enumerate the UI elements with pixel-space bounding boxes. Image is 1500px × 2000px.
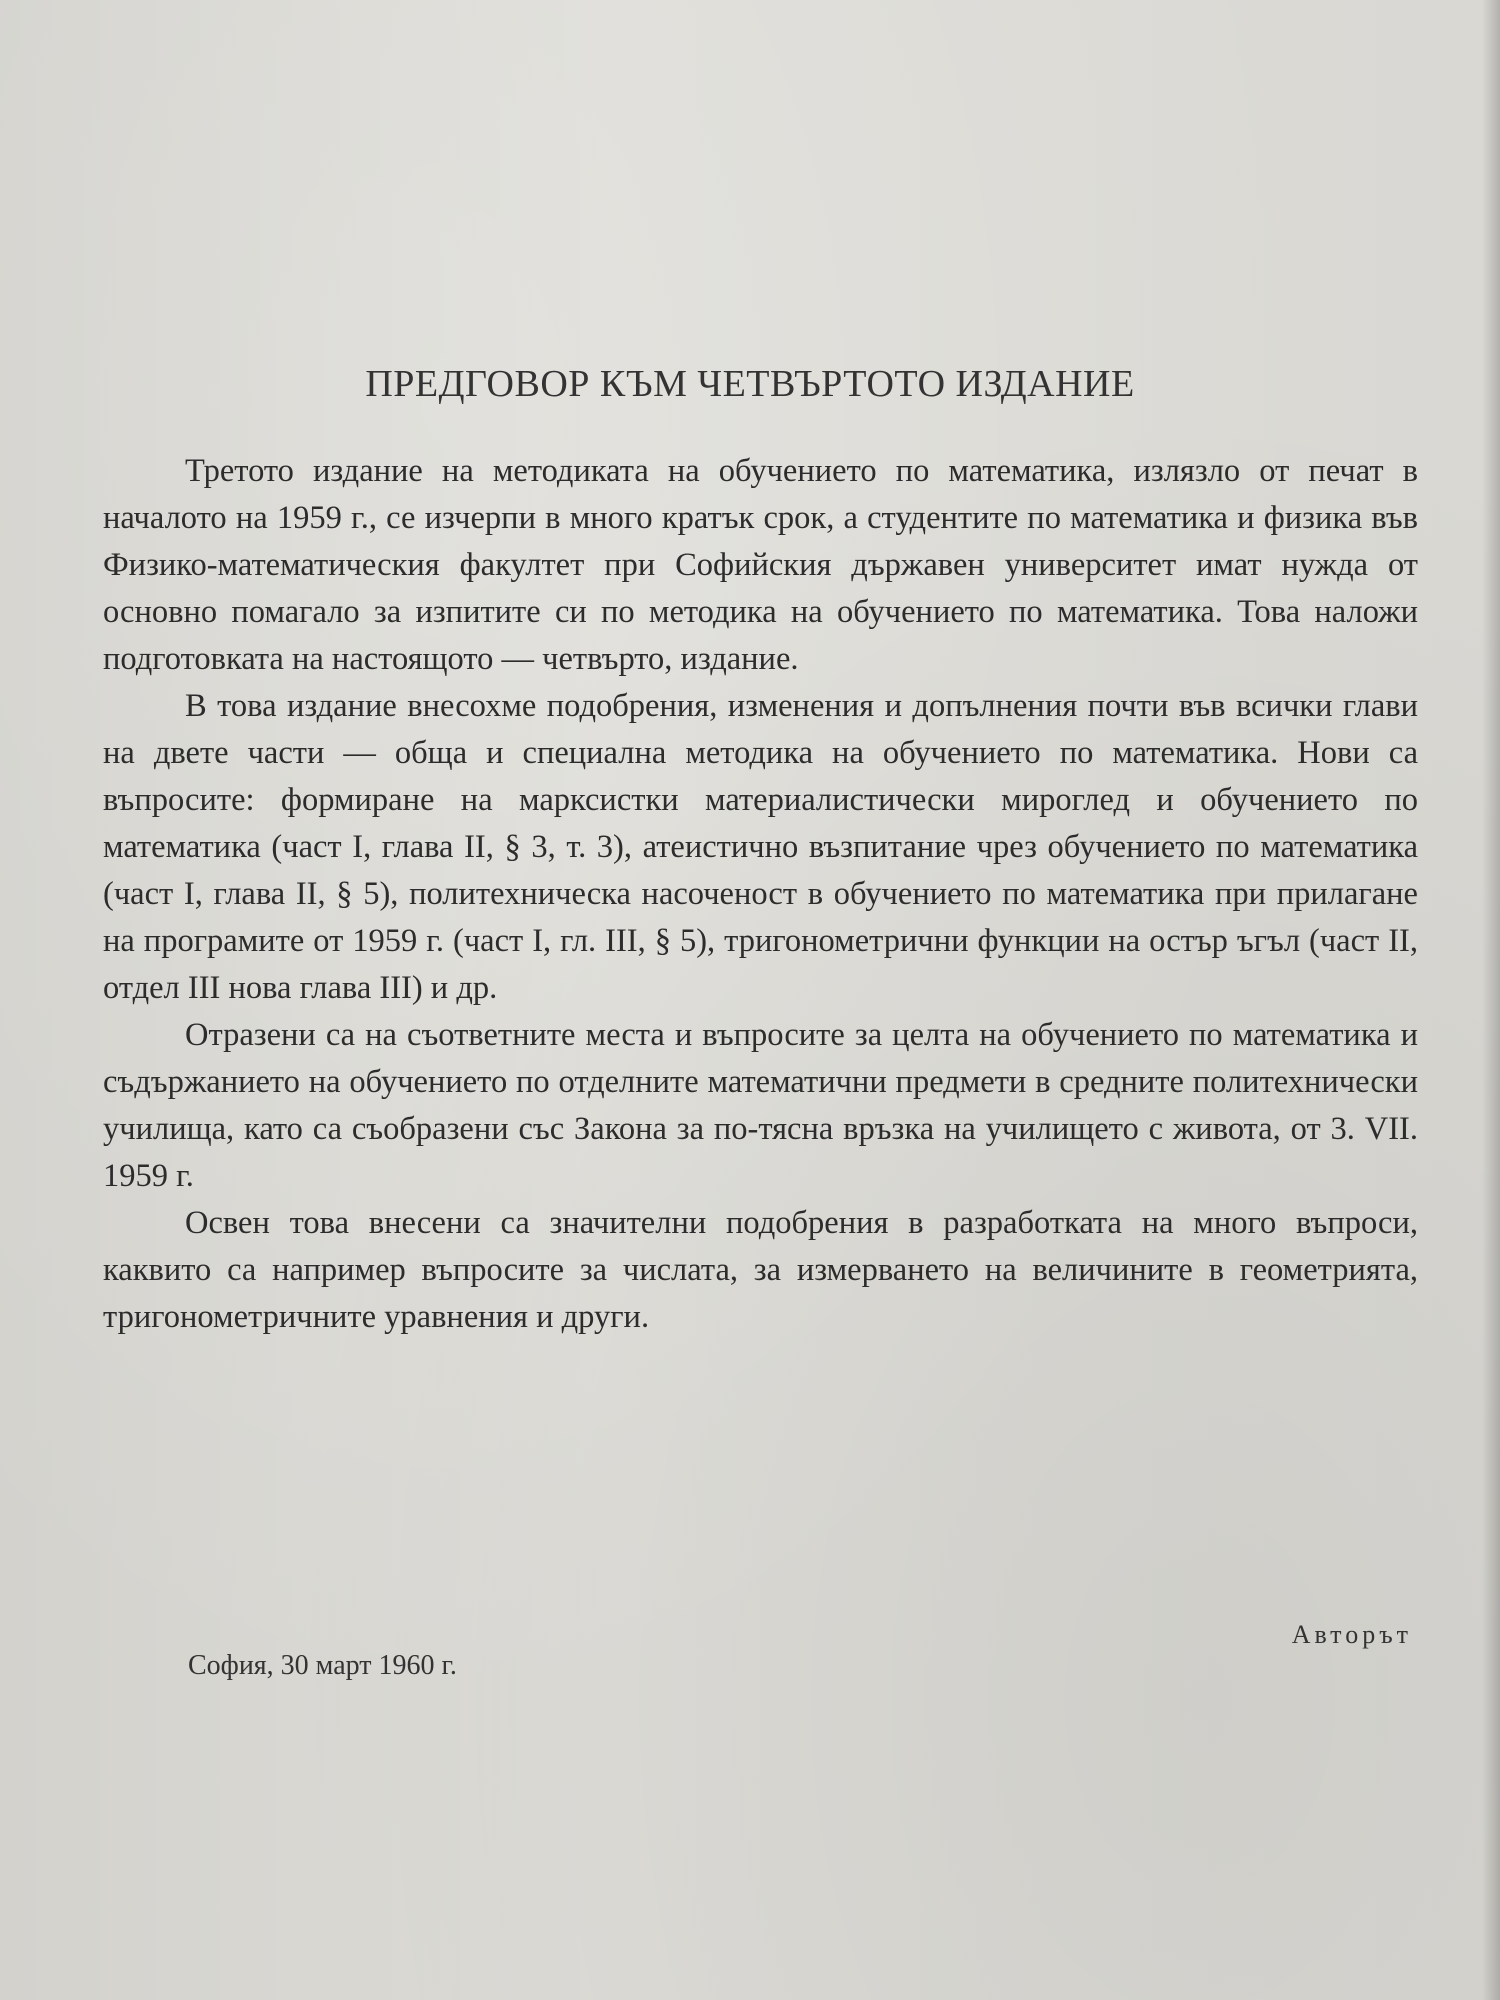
paragraph-4: Освен това внесени са значителни подобрения в разработката на много въпроси, каквито са например въпросите за числата, за измерването на величините в геометрията, тригонометричните уравнения и други. (103, 1205, 1418, 1335)
page-title: ПРЕДГОВОР КЪМ ЧЕТВЪРТОТО ИЗДАНИЕ (365, 363, 1135, 405)
paragraph-2: В това издание внесохме подобрения, изменения и допълнения почти във всички глави на двете части — обща и специална методика на обучението по математика. Нови са въпросите: формиране на марксистки материалистически мироглед и обучението по математика (част I, глава II, § 3, т. 3), атеистично възпитание чрез обучението по математика (част I, глава II, § 5), политехническа насоченост в обучението по математика при прилагане на програмите от 1959 г. (част I, гл. III, § 5), тригонометрични функции на остър ъгъл (част II, отдел III нова глава III) и др. (103, 688, 1418, 1006)
paragraph-3: Отразени са на съответните места и въпросите за целта на обучението по математика и съдържанието на обучението по отделните математични предмети в средните политехнически училища, като са съобразени със Закона за по-тясна връзка на училището с живота, от 3. VII. 1959 г. (103, 1017, 1418, 1194)
place-and-date: София, 30 март 1960 г. (188, 1650, 457, 1681)
page-gutter-shadow (1482, 0, 1500, 2000)
paragraph-1: Третото издание на методиката на обучението по математика, излязло от печат в началото на 1959 г., се изчерпи в много кратък срок, а студентите по математика и физика във Физико-математическия факултет при Софийския държавен университет имат нужда от основно помагало за изпитите си по методика на обучението по математика. Това наложи подготовката на настоящото — четвърто, издание. (103, 453, 1418, 677)
author-signature: Авторът (1291, 1620, 1412, 1649)
preface-body (103, 448, 1418, 1341)
